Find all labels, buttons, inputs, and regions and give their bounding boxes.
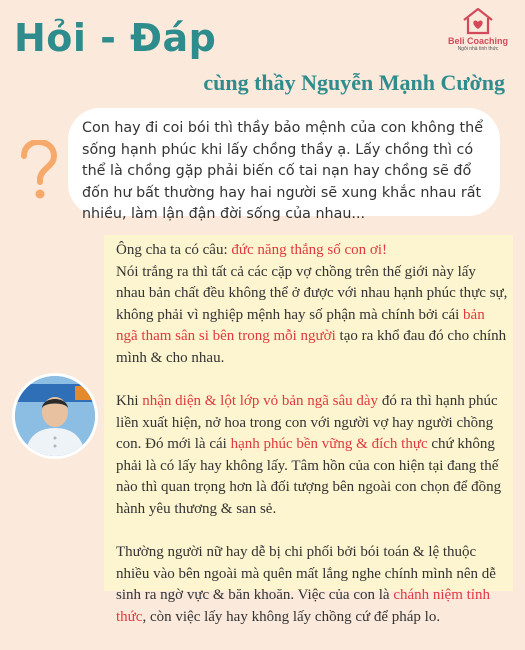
page-subtitle: cùng thầy Nguyễn Mạnh Cường (203, 70, 505, 95)
house-heart-icon (460, 6, 496, 36)
highlight-text: bản ngã tham sân si bên trong mỗi người (116, 306, 485, 344)
highlight-text: hạnh phúc bền vững & đích thực (230, 436, 428, 452)
page-title: Hỏi - Đáp (14, 16, 217, 60)
question-mark-icon (18, 140, 58, 206)
answer-paragraph-1: Ông cha ta có câu: đức năng thắng số con ơi! Nói trắng ra thì tất cả các cặp vợ chồng trên thế giới này lấy nhau bản chất đều không thể ở được với nhau hạnh phúc thực sự, không phải vì nghiệp mệnh hay số phận mà chính bởi cái bản ngã tham sân si bên trong mỗi người tạo ra khổ đau đó cho chính mình & cho nhau. (116, 242, 508, 366)
answer-paragraph-3: Thường người nữ hay dễ bị chi phối bởi bói toán & lệ thuộc nhiều vào bên ngoài mà quên mất lắng nghe chính mình nên dễ sinh ra ngờ vực & băn khoăn. Việc của con là chánh niệm tỉnh thức, còn việc lấy hay không lấy chồng cứ để pháp lo. (116, 544, 496, 625)
highlight-text: nhận diện & lột lớp vỏ bản ngã sâu dày (142, 393, 379, 409)
brand-name: Beli Coaching (447, 36, 508, 46)
question-text: Con hay đi coi bói thì thầy bảo mệnh của con không thể sống hạnh phúc khi lấy chồng thầy ạ. Lấy chồng thì có thể là chồng gặp phải biến cố tai nạn hay chồng sẽ đổ đốn hư bất thường hay hai người sẽ xung khắc nhau rất nhiều, làm lận đận đời sống của nhau... (82, 120, 484, 222)
highlight-text: chánh niệm tỉnh thức (116, 587, 490, 625)
highlight-text: đức năng thắng số con ơi! (231, 242, 387, 258)
answer-paragraph-2: Khi nhận diện & lột lớp vỏ bản ngã sâu dày đó ra thì hạnh phúc liền xuất hiện, nở hoa trong con với người vợ hay người chồng con. Đó mới là cái hạnh phúc bền vững & đích thực chứ không phải là có lấy hay không lấy. Tâm hồn của con hiện tại đang thế nào thì quan trọng hơn là đối tượng bên ngoài con chọn để đồng hành yêu thương & san sẻ. (116, 393, 502, 517)
brand-tagline: Ngôi nhà tinh thức (457, 46, 499, 52)
answer-text (116, 240, 508, 650)
avatar (12, 373, 98, 459)
brand-logo (443, 6, 513, 52)
